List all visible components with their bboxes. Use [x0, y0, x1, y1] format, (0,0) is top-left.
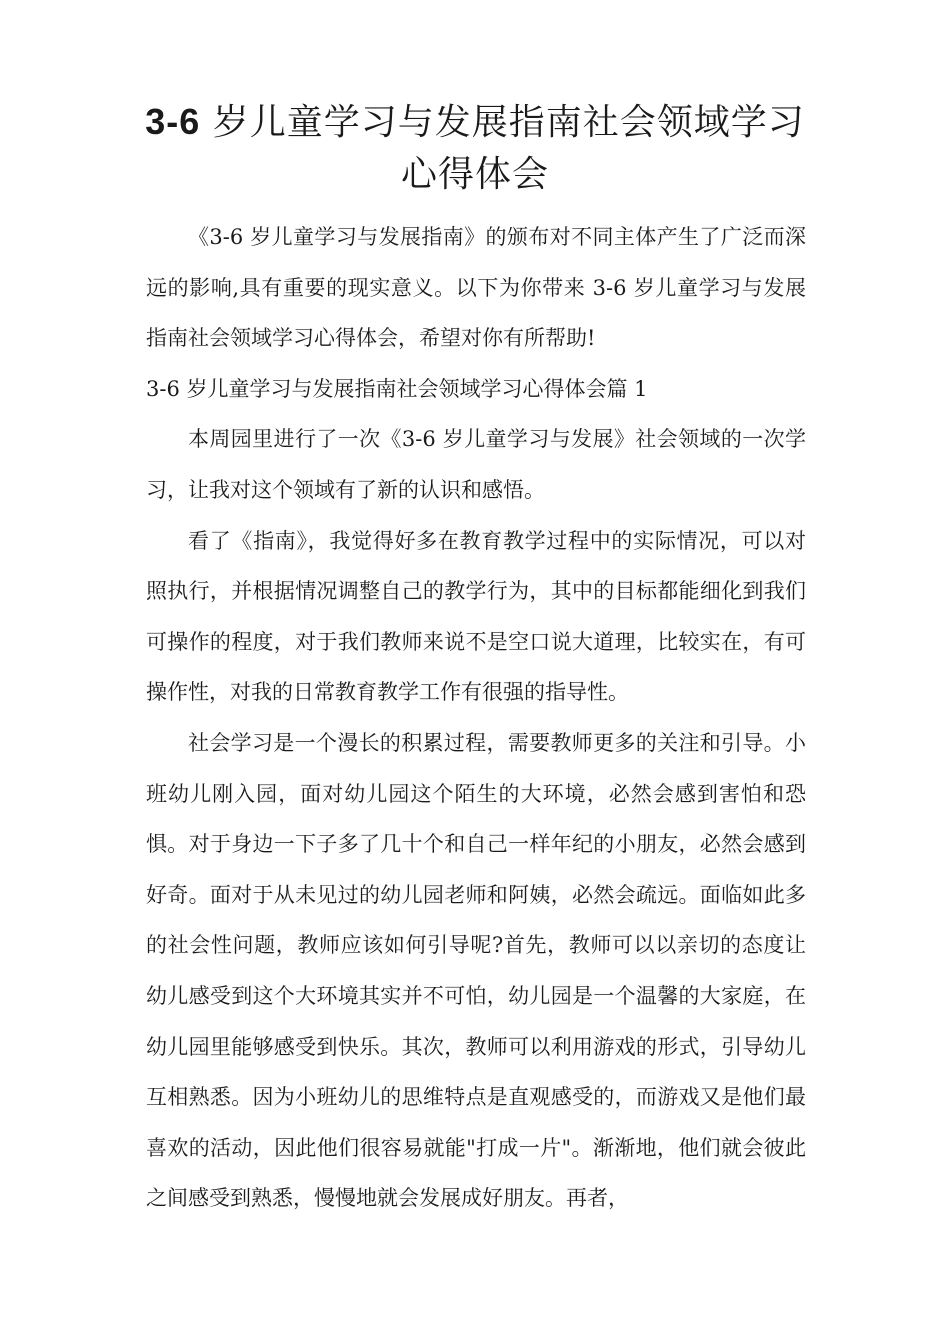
title-number: 3-6 — [145, 101, 201, 142]
document-body — [146, 212, 806, 1224]
body-paragraph: 社会学习是一个漫长的积累过程，需要教师更多的关注和引导。小班幼儿刚入园，面对幼儿园这个陌生的大环境，必然会感到害怕和恐惧。对于身边一下子多了几十个和自己一样年纪的小朋友，必然会感到好奇。面对于从未见过的幼儿园老师和阿姨，必然会疏远。面临如此多的社会性问题，教师应该如何引导呢?首先，教师可以以亲切的态度让幼儿感受到这个大环境其实并不可怕，幼儿园是一个温馨的大家庭，在幼儿园里能够感受到快乐。其次，教师可以利用游戏的形式，引导幼儿互相熟悉。因为小班幼儿的思维特点是直观感受的，而游戏又是他们最喜欢的活动，因此他们很容易就能"打成一片"。渐渐地，他们就会彼此之间感受到熟悉，慢慢地就会发展成好朋友。再者， — [146, 730, 806, 1211]
body-paragraph: 看了《指南》，我觉得好多在教育教学过程中的实际情况，可以对照执行，并根据情况调整自己的教学行为，其中的目标都能细化到我们可操作的程度，对于我们教师来说不是空口说大道理，比较实在，有可操作性，对我的日常教育教学工作有很强的指导性。 — [146, 528, 806, 705]
document-title — [130, 96, 820, 201]
title-text: 岁儿童学习与发展指南社会领域学习心得体会 — [200, 102, 805, 195]
body-paragraph: 本周园里进行了一次《3-6 岁儿童学习与发展》社会领域的一次学习，让我对这个领域有了新的认识和感悟。 — [146, 427, 806, 502]
intro-paragraph: 《3-6 岁儿童学习与发展指南》的颁布对不同主体产生了广泛而深远的影响,具有重要的现实意义。以下为你带来 3-6 岁儿童学习与发展指南社会领域学习心得体会，希望对你有所帮助! — [146, 225, 806, 351]
section-heading: 3-6 岁儿童学习与发展指南社会领域学习心得体会篇 1 — [146, 376, 648, 401]
